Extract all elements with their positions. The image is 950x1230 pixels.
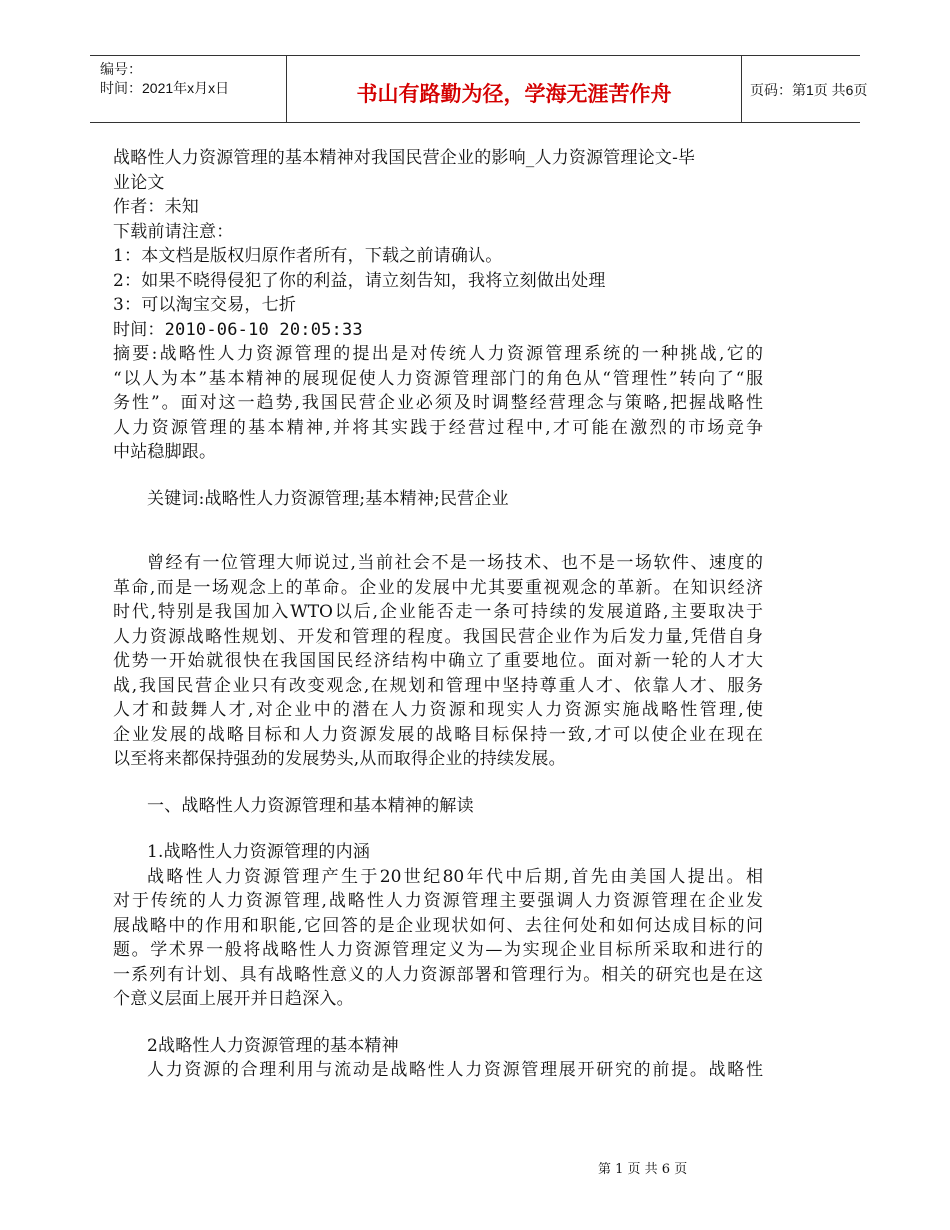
body-line: 题。学术界一般将战略性人力资源管理定义为—为实现企业目标所采取和进行的 [113,940,763,960]
doc-title-line-1: 战略性人力资源管理的基本精神对我国民营企业的影响_人力资源管理论文-毕 [113,148,696,168]
author-line: 作者：未知 [113,197,199,217]
document-body [113,146,763,1083]
subsection-heading-1: 1.战略性人力资源管理的内涵 [147,842,371,862]
body-line: 个意义层面上展开并日趋深入。 [113,989,354,1009]
section-heading: 一、战略性人力资源管理和基本精神的解读 [147,795,474,816]
header-page-cell [740,56,868,122]
notice-title: 下载前请注意： [113,221,234,242]
body-line: 人力资源的合理利用与流动是战略性人力资源管理展开研究的前提。战略性 [147,1060,763,1080]
header-motto-cell [286,56,742,122]
abstract-line: 务性”。面对这一趋势,我国民营企业必须及时调整经营理念与策略,把握战略性 [113,393,763,413]
number-label: 编号： [100,61,142,77]
abstract-paragraph [113,342,763,465]
subsection-heading-2: 2战略性人力资源管理的基本精神 [147,1035,399,1056]
abstract-line: “以人为本”基本精神的展现促使人力资源管理部门的角色从“管理性”转向了“服 [113,368,764,389]
keywords-line: 关键词:战略性人力资源管理;基本精神;民营企业 [147,488,509,509]
spacer [113,818,763,840]
abstract-line: 摘要:战略性人力资源管理的提出是对传统人力资源管理系统的一种挑战,它的 [113,344,763,364]
body-line: 一系列有计划、具有战略性意义的人力资源部署和管理行为。相关的研究也是在这 [113,964,763,985]
notice-item-2: 2：如果不晓得侵犯了你的利益，请立刻告知，我将立刻做出处理 [113,270,606,291]
body-line: 展战略中的作用和职能,它回答的是企业现状如何、去往何处和如何达成目标的问 [113,915,763,936]
abstract-line: 人力资源管理的基本精神,并将其实践于经营过程中,才可能在激烈的市场竞争 [113,417,763,438]
notice-item-1: 1：本文档是版权归原作者所有，下载之前请确认。 [113,246,503,266]
intro-line: 战,我国民营企业只有改变观念,在规划和管理中坚持尊重人才、依靠人才、服务 [113,675,763,696]
header-meta-cell [90,56,286,122]
intro-line: 人才和鼓舞人才,对企业中的潜在人力资源和现实人力资源实施战略性管理,使 [113,700,763,720]
document-header [90,55,868,123]
body-line: 战略性人力资源管理产生于20世纪80年代中后期,首先由美国人提出。相 [147,866,763,887]
motto-text: 书山有路勤为径，学海无涯苦作舟 [356,82,672,106]
body-line: 对于传统的人力资源管理,战略性人力资源管理主要强调人力资源管理在企业发 [113,891,763,911]
footer-page-number: 第 1 页 共 6 页 [598,1162,688,1177]
subsection-1-paragraph [113,865,763,1012]
notice-item-3: 3：可以淘宝交易，七折 [113,295,297,315]
page-info: 页码：第1页 共6页 [750,82,868,98]
intro-line: 人力资源战略性规划、开发和管理的程度。我国民营企业作为后发力量,凭借自身 [113,626,763,647]
intro-paragraph [113,551,763,772]
time-label: 时间：2021年x月x日 [100,80,230,96]
intro-line: 时代,特别是我国加入WTO以后,企业能否走一条可持续的发展道路,主要取决于 [113,602,763,622]
abstract-line: 中站稳脚跟。 [113,442,217,462]
intro-line: 优势一开始就很快在我国国民经济结构中确立了重要地位。面对新一轮的人才大 [113,651,763,671]
intro-line: 曾经有一位管理大师说过,当前社会不是一场技术、也不是一场软件、速度的 [147,553,763,573]
intro-line: 以至将来都保持强劲的发展势头,从而取得企业的持续发展。 [113,749,566,769]
intro-line: 企业发展的战略目标和人力资源发展的战略目标保持一致,才可以使企业在现在 [113,724,763,745]
time-line: 时间：2010-06-10 20:05:33 [113,319,363,340]
doc-title-line-2: 业论文 [113,172,165,193]
spacer [113,511,763,543]
intro-line: 革命,而是一场观念上的革命。企业的发展中尤其要重视观念的革新。在知识经济 [113,577,763,598]
spacer [113,772,763,794]
spacer [113,1012,763,1034]
spacer [113,465,763,487]
